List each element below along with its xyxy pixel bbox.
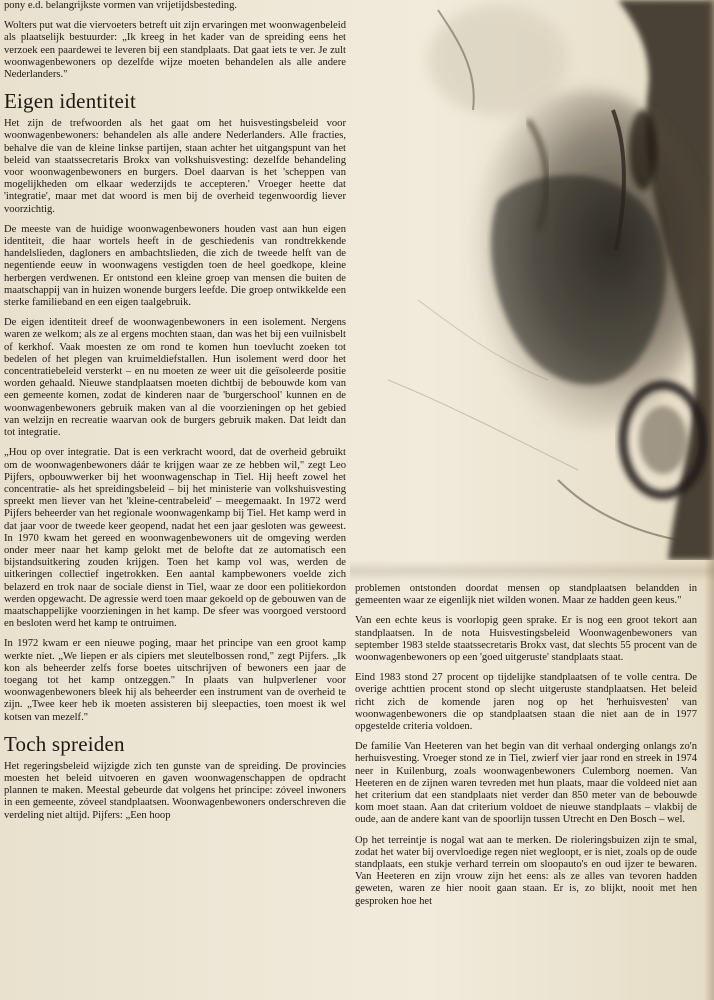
page-fold-shadow xyxy=(704,0,714,1000)
paragraph: Het zijn de trefwoorden als het gaat om het huisvestingsbeleid voor woonwagenbewoners: behandelen als alle andere Nederlanders. Alle fracties, behalve die van de kleine linkse partijen, staan achter het uitgangspunt van het beleid van staatssecretaris Brokx van volkshuisvesting: dezelfde behandeling voor woonwagenbewoners en burgers. Doel daarvan is het 'scheppen van mogelijkheden om elkaar wederzijds te accepteren.' Vroeger heette dat 'integratie', maar met dat woord is men bij de overheid tegenwoordig liever voorzichtig. xyxy=(4,118,346,215)
paragraph: Het regeringsbeleid wijzigde zich ten gunste van de spreiding. De provincies moesten het beleid uitvoeren en gaven woonwagenschappen de opdracht plannen te maken. Meestal gebeurde dat volgens het principe: zóveel inwoners in een gemeente, zóveel standplaatsen. Woonwagenbewoners onderschreven die verdeling niet altijd. Pijfers: „Een hoop xyxy=(4,760,346,821)
top-fragment: pony e.d. belangrijkste vormen van vrijetijdsbesteding. xyxy=(4,0,238,11)
paragraph: In 1972 kwam er een nieuwe poging, maar het principe van een groot kamp werkte niet. „We liepen er als cipiers met sleutelbossen rond," zegt Pijfers. „Ik kon als beheerder zelfs forse boetes uitschrijven of bewoners een jaar de toegang tot het kamp ontzeggen." In plaats van hulpverlener voor woonwagenbewoners bleek hij als beheerder een instrument van de overheid te zijn. „Twee keer heb ik moeten assisteren bij sleepacties, toen moest ik wel kotsen van mezelf." xyxy=(4,638,346,723)
paragraph: De meeste van de huidige woonwagenbewoners houden vast aan hun eigen identiteit, die haar wortels heeft in de geschiedenis van rondtrekkende handelslieden, dagloners en ambachtslieden, die zich de tweede helft van de negentiende eeuw in woonwagens vestigden toen de heel goedkope, kleine herbergen verdwenen. Er ontstond een kleine groep van mensen die buiten de maatschappij van in huizen wonende burgers leefde. Die groep ontwikkelde een sterke familieband en een eigen taalgebruik. xyxy=(4,223,346,309)
paragraph: Op het terreintje is nogal wat aan te merken. De rioleringsbuizen zijn te smal, zodat het water bij overvloedige regen niet wegloopt, er is niet, zoals op de oude standplaats, een stukje verhard terrein om sloopauto's en oud ijzer te bewaren. Van Heeteren en zijn vrouw zijn het eens: als ze alles van tevoren hadden geweten, waren ze hier nooit gaan staan. Er is, zo blijkt, nooit met hen gesproken hoe het xyxy=(355,834,697,907)
left-text-column xyxy=(4,0,346,1000)
paragraph: „Hou op over integratie. Dat is een verkracht woord, dat de overheid gebruikt om de woonwagenbewoners dáár te krijgen waar ze ze hebben wil," zegt Leo Pijfers, opbouwwerker bij het woonwagenschap in Tiel. Hij heeft zowel het concentratie- als het spreidingsbeleid – bij het ministerie van volkshuisvesting spreekt men liever van het 'kleine-centrabeleid' – meegemaakt. In 1972 werd Pijfers beheerder van het regionale woonwagenkamp bij Tiel. Het kamp werd in dat jaar voor de tweede keer geopend, nadat het een jaar gesloten was geweest. In 1970 kwam het gereed en woonwagenbewoners uit de omgeving werden onder meer naar het kamp gelokt met de belofte dat ze automatisch een bijstandsuitkering zouden krijgen. Toen het kamp vol was, werden de uitkeringen collectief ingetrokken. Een aantal kampbewoners voelde zich belazerd en trok naar de sociale dienst in Tiel, waar ze door een politiekordon werden opgewacht. De agressie werd toen maar gekoeld op de gebouwen van de maatschappelijke voorzieningen in het kamp. De sfeer was voorgoed verstoord en besloten werd het kamp te ontruimen. xyxy=(4,447,346,630)
illustration-drawing xyxy=(378,0,714,560)
paper-crease xyxy=(350,560,714,582)
right-text-column xyxy=(355,583,697,1000)
paragraph: De eigen identiteit dreef de woonwagenbewoners in een isolement. Nergens waren ze welkom; als ze al ergens mochten staan, dan was het bij een vuilnisbelt of kerkhof. Vaak moesten ze om rond te komen hun toevlucht zoeken tot bedelen of het plegen van kruimeldiefstallen. Hun isolement werd door het concentratiebeleid versterkt – en nu moeten ze weer uit die geïsoleerde positie worden gehaald. Nieuwe standplaatsen moeten dichtbij de bebouwde kom van een gemeente komen, zodat de kinderen naar de 'burgerschool' kunnen en de woonwagenbewoners gebruik maken van al die voorzieningen op het gebied van welzijn en recreatie waarvan ook de burgers gebruik maken. Dat leidt dan tot integratie. xyxy=(4,317,346,439)
paragraph: Wolters put wat die viervoeters betreft uit zijn ervaringen met woonwagenbeleid als plaatselijk bestuurder: „Ik kreeg in het kader van de spreiding eens het verzoek een paardewei te leveren bij een standplaats. Dat gaat iets te ver. Je zult woonwagenbewoners op dezelfde wijze moeten behandelen als alle andere Nederlanders." xyxy=(4,20,346,81)
ink-wash-illustration xyxy=(378,0,714,560)
paragraph: Eind 1983 stond 27 procent op tijdelijke standplaatsen of te volle centra. De overige achttien procent stond op slecht uitgeruste standplaatsen. Het beleid richt zich de komende jaren nog op het 'herhuisvesten' van woonwagenbewoners die op standplaatsen staan die niet aan de in 1977 opgestelde criteria voldoen. xyxy=(355,672,697,733)
section-heading-toch-spreiden: Toch spreiden xyxy=(4,731,125,756)
paragraph: De familie Van Heeteren van het begin van dit verhaal onderging onlangs zo'n herhuisvesting. Vroeger stond ze in Tiel, zwierf vier jaar rond en streek in 1974 neer in Kuilenburg, zoals woonwagenbewoners Culemborg noemen. Van Heeteren en de zijnen waren tevreden met hun plaats, maar die voldeed niet aan het criterium dat een standplaats niet verder dan 850 meter van de bebouwde kom moet staan. Aan dat criterium voldoet de nieuwe standplaats – vlakbij de oude, aan de andere kant van de spoorlijn tussen Utrecht en Den Bosch – wel. xyxy=(355,741,697,826)
section-heading-eigen-identiteit: Eigen identiteit xyxy=(4,89,137,114)
paragraph: Van een echte keus is voorlopig geen sprake. Er is nog een groot tekort aan standplaatsen. In de nota Huisvestingsbeleid Woonwagenbewoners van september 1983 stelde staatssecretaris Brokx vast, dat slechts 55 procent van de woonwagenbewoners op een 'goed uitgeruste' standplaats staat. xyxy=(355,615,697,664)
paragraph: problemen ontstonden doordat mensen op standplaatsen belandden in gemeenten waar ze eigenlijk niet wilden wonen. Maar ze hadden geen keus." xyxy=(355,583,697,607)
